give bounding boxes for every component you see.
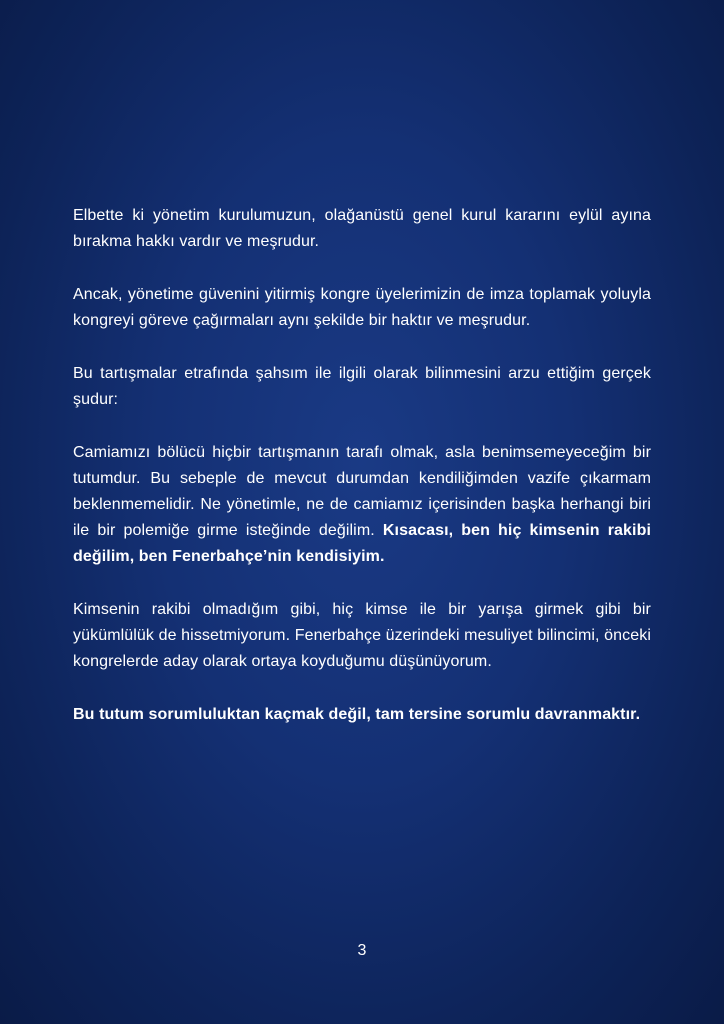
paragraph-4-bold-text: Kısacası, ben hiç kimsenin rakibi değilim, ben Fenerbahçe’nin kendisiyim. [73,522,652,565]
document-body [73,203,651,755]
paragraph-3-text: Bu tartışmalar etrafında şahsım ile ilgili olarak bilinmesini arzu ettiğim gerçek şudur: [73,365,651,408]
paragraph-6-bold-text: Bu tutum sorumluluktan kaçmak değil, tam tersine sorumlu davranmaktır. [73,706,641,723]
page-number: 3 [357,942,367,959]
paragraph-1 [73,203,651,255]
paragraph-4 [73,440,651,570]
paragraph-1-text: Elbette ki yönetim kurulumuzun, olağanüstü genel kurul kararını eylül ayına bırakma hakkı vardır ve meşrudur. [73,207,651,250]
paragraph-4-text: Camiamızı bölücü hiçbir tartışmanın tarafı olmak, asla benimsemeyeceğim bir tutumdur. Bu sebeple de mevcut durumdan kendiliğimden vazife çıkarmam beklenmemelidir. Ne yönetimle, ne de camiamız içerisinden başka herhangi biri ile bir polemiğe girme isteğinde değilim. [73,444,651,539]
paragraph-2 [73,282,651,334]
paragraph-2-text: Ancak, yönetime güvenini yitirmiş kongre üyelerimizin de imza toplamak yoluyla kongreyi göreve çağırmaları aynı şekilde bir haktır ve meşrudur. [73,286,651,329]
paragraph-3 [73,361,651,413]
paragraph-5 [73,597,651,675]
paragraph-6 [73,702,651,728]
paragraph-5-text: Kimsenin rakibi olmadığım gibi, hiç kimse ile bir yarışa girmek gibi bir yükümlülük de hissetmiyorum. Fenerbahçe üzerindeki mesuliyet bilincimi, önceki kongrelerde aday olarak ortaya koyduğumu düşünüyorum. [73,601,651,670]
